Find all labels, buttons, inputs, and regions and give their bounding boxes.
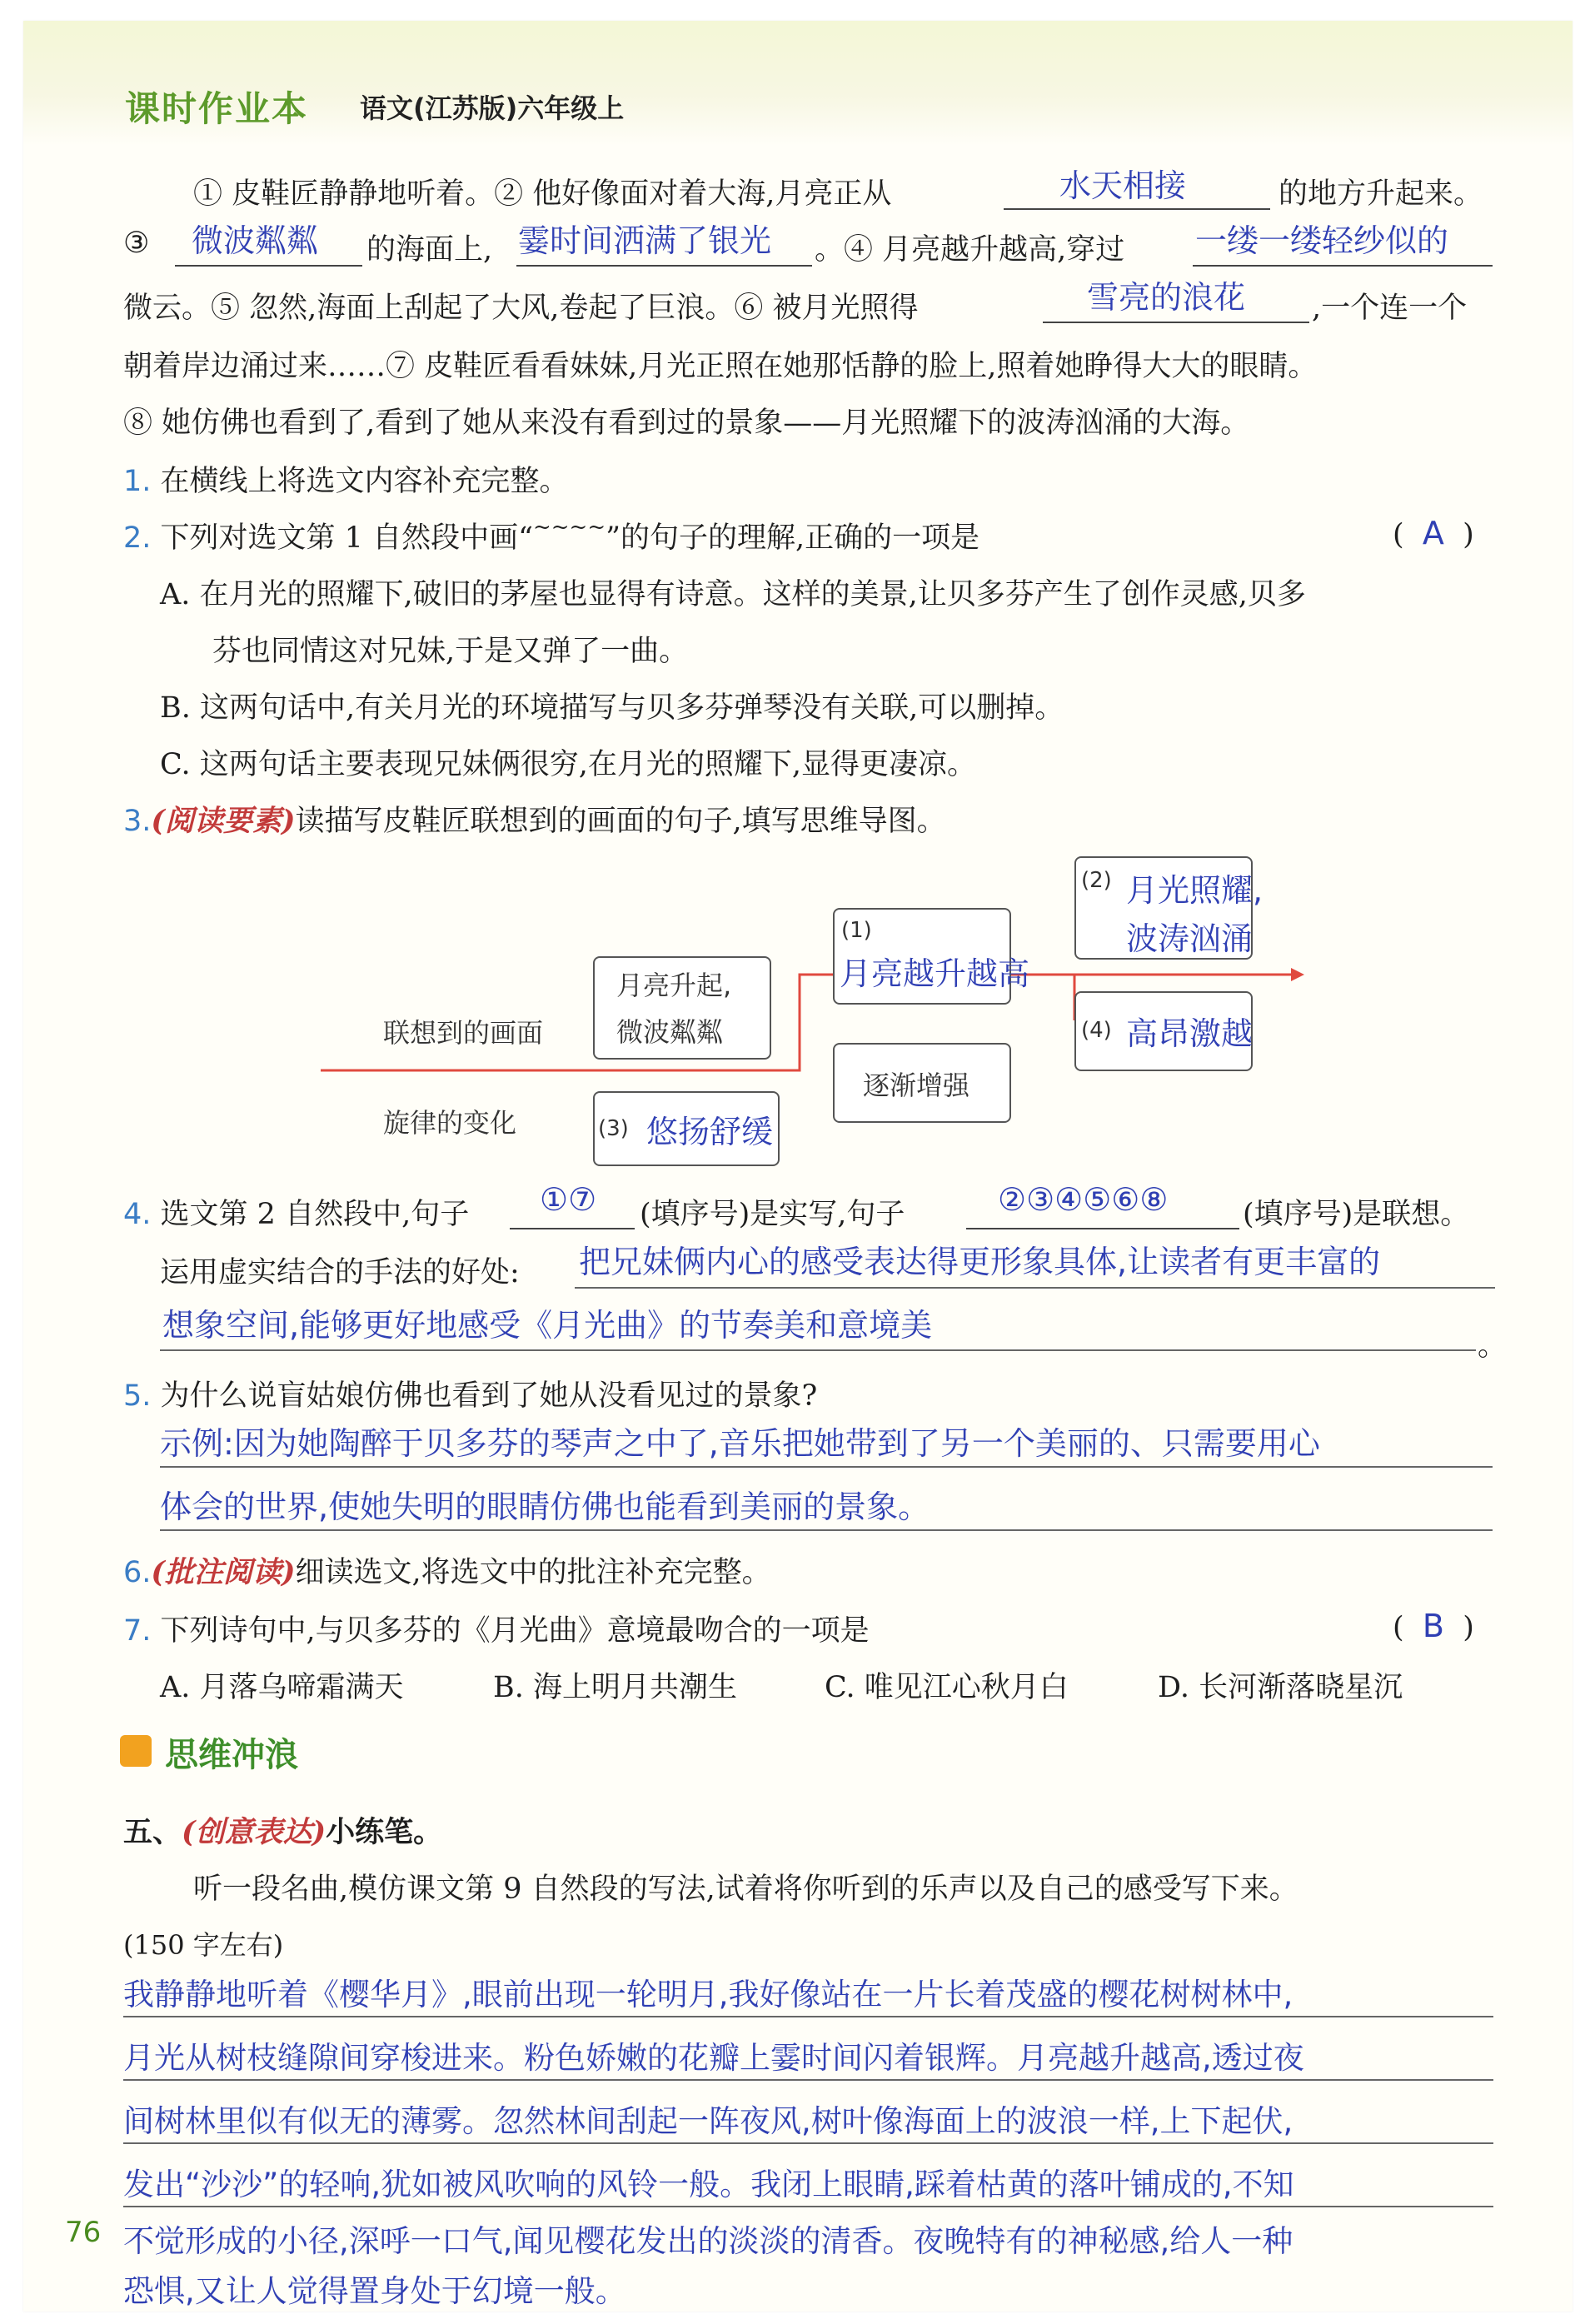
q4-blank-a bbox=[510, 1228, 635, 1229]
passage-line-1b: 的地方升起来。 bbox=[1278, 177, 1483, 211]
q7-option-a: A. 月落乌啼霜满天 bbox=[160, 1671, 404, 1704]
q3-text: 读描写皮鞋匠联想到的画面的句子,填写思维导图。 bbox=[295, 805, 946, 838]
mindmap-box-moonrise-line1: 月亮升起, bbox=[616, 970, 732, 1001]
mindmap-arrowhead bbox=[1291, 968, 1304, 981]
page-number: 76 bbox=[65, 2216, 102, 2249]
q1-text: 在横线上将选文内容补充完整。 bbox=[160, 465, 569, 498]
q6 bbox=[123, 1549, 771, 1591]
q4-answer-c1: 把兄妹俩内心的感受表达得更形象具体,让读者有更丰富的 bbox=[579, 1244, 1381, 1280]
q8-writing-line-2: 月光从树枝缝隙间穿梭进来。粉色娇嫩的花瓣上霎时间闪着银辉。月亮越升越高,透过夜 bbox=[123, 2040, 1304, 2076]
q2-option-a1: A. 在月光的照耀下,破旧的茅屋也显得有诗意。这样的美景,让贝多芬产生了创作灵感,贝多 bbox=[160, 578, 1306, 611]
passage-line-2b: 的海面上, bbox=[366, 233, 493, 267]
answer-2: 微波粼粼 bbox=[192, 222, 319, 259]
q8-prompt: 听一段名曲,模仿课文第 9 自然段的写法,试着将你听到的乐声以及自己的感受写下来。 bbox=[193, 1873, 1298, 1906]
q7-answer: B bbox=[1422, 1608, 1444, 1644]
mindmap-slot-1-number: (1) bbox=[841, 918, 872, 943]
q2-option-a2: 芬也同情这对兄妹,于是又弹了一曲。 bbox=[212, 635, 689, 668]
q4-answer-b: ②③④⑤⑥⑧ bbox=[998, 1181, 1169, 1218]
mindmap-box-moonrise-line2: 微波粼粼 bbox=[616, 1016, 724, 1048]
q2-answer: A bbox=[1422, 515, 1444, 551]
q8-word-limit: (150 字左右) bbox=[123, 1929, 284, 1961]
q4-rule-2 bbox=[160, 1349, 1476, 1351]
q4-text-b: (填序号)是实写,句子 bbox=[640, 1198, 905, 1231]
q8-writing-line-6: 恐惧,又让人觉得置身处于幻境一般。 bbox=[123, 2273, 626, 2309]
mindmap-label-scene: 联想到的画面 bbox=[383, 1017, 544, 1049]
brand-title: 课时作业本 bbox=[125, 88, 309, 129]
q8-rule-4 bbox=[123, 2206, 1493, 2207]
q5 bbox=[123, 1373, 817, 1414]
q4-number: 4. bbox=[123, 1198, 152, 1231]
q4-blank-b bbox=[966, 1228, 1239, 1229]
mindmap-slot-2-answer-1: 月光照耀, bbox=[1126, 872, 1264, 909]
q8-rule-1 bbox=[123, 2016, 1493, 2017]
q5-rule-1 bbox=[160, 1466, 1493, 1468]
answer-3: 霎时间洒满了银光 bbox=[518, 222, 772, 259]
q2-text-a: 下列对选文第 1 自然段中画“ bbox=[160, 521, 533, 555]
mindmap-slot-2-answer-2: 波涛汹涌 bbox=[1126, 920, 1254, 957]
q8-writing-line-5: 不觉形成的小径,深呼一口气,闻见樱花发出的淡淡的清香。夜晚特有的神秘感,给人一种 bbox=[123, 2223, 1293, 2259]
section-title: 思维冲浪 bbox=[165, 1736, 298, 1774]
q4-text-d: 运用虚实结合的手法的好处: bbox=[160, 1256, 520, 1289]
q8-number: 五、 bbox=[123, 1815, 182, 1849]
q2-wave-mark: ~~~~ bbox=[532, 515, 606, 540]
q5-number: 5. bbox=[123, 1379, 152, 1413]
q6-tag: (批注阅读) bbox=[151, 1555, 296, 1589]
q2-text-b: ”的句子的理解,正确的一项是 bbox=[606, 521, 980, 555]
mindmap-slot-3-answer: 悠扬舒缓 bbox=[646, 1114, 774, 1150]
mindmap-slot-4-number: (4) bbox=[1081, 1018, 1112, 1043]
q4-rule-1 bbox=[575, 1287, 1495, 1289]
passage-line-4: 朝着岸边涌过来……⑦ 皮鞋匠看看妹妹,月光正照在她那恬静的脸上,照着她睁得大大的眼睛。 bbox=[123, 350, 1318, 383]
mindmap-slot-3-number: (3) bbox=[598, 1116, 629, 1141]
q4-answer-a: ①⑦ bbox=[540, 1181, 597, 1218]
answer-4: 一缕一缕轻纱似的 bbox=[1195, 222, 1449, 259]
mindmap-label-melody: 旋律的变化 bbox=[383, 1107, 517, 1139]
q8-rule-3 bbox=[123, 2142, 1493, 2144]
q7-number: 7. bbox=[123, 1614, 152, 1648]
passage-line-2a: ③ bbox=[123, 227, 150, 260]
subject-title: 语文(江苏版)六年级上 bbox=[360, 92, 625, 124]
q8 bbox=[123, 1809, 442, 1851]
answer-1: 水天相接 bbox=[1059, 167, 1187, 204]
q5-answer-2: 体会的世界,使她失明的眼睛仿佛也能看到美丽的景象。 bbox=[160, 1489, 930, 1525]
q4-end-mark: 。 bbox=[1478, 1329, 1508, 1363]
q8-rule-2 bbox=[123, 2079, 1493, 2081]
wave-icon bbox=[120, 1735, 152, 1767]
q2-number: 2. bbox=[123, 521, 152, 555]
q5-answer-1: 示例:因为她陶醉于贝多芬的琴声之中了,音乐把她带到了另一个美丽的、只需要用心 bbox=[160, 1425, 1320, 1462]
q8-writing-line-1: 我静静地听着《樱华月》,眼前出现一轮明月,我好像站在一片长着茂盛的樱花树树林中, bbox=[123, 1977, 1293, 2012]
q8-writing-line-3: 间树林里似有似无的薄雾。忽然林间刮起一阵夜风,树叶像海面上的波浪一样,上下起伏, bbox=[123, 2103, 1293, 2139]
passage-line-2c: 。④ 月亮越升越高,穿过 bbox=[815, 233, 1125, 267]
passage-line-5: ⑧ 她仿佛也看到了,看到了她从来没有看到过的景象——月光照耀下的波涛汹涌的大海。 bbox=[123, 406, 1250, 440]
q7-option-d: D. 长河渐落晓星沉 bbox=[1158, 1671, 1403, 1704]
q7-text: 下列诗句中,与贝多芬的《月光曲》意境最吻合的一项是 bbox=[160, 1614, 870, 1648]
q7-option-c: C. 唯见江心秋月白 bbox=[825, 1671, 1069, 1704]
answer-5: 雪亮的浪花 bbox=[1087, 279, 1246, 316]
q4-text-a: 选文第 2 自然段中,句子 bbox=[160, 1198, 470, 1231]
q3-tag: (阅读要素) bbox=[151, 804, 296, 838]
passage-line-3b: ,一个连一个 bbox=[1312, 292, 1468, 325]
q8-writing-line-4: 发出“沙沙”的轻响,犹如被风吹响的风铃一般。我闭上眼睛,踩着枯黄的落叶铺成的,不知 bbox=[123, 2167, 1294, 2202]
mindmap-slot-1-answer: 月亮越升越高 bbox=[840, 955, 1030, 992]
q2-answer-bracket: ( A ) bbox=[1393, 515, 1474, 551]
q5-text: 为什么说盲姑娘仿佛也看到了她从没看见过的景象? bbox=[160, 1379, 818, 1413]
passage-line-3a: 微云。⑤ 忽然,海面上刮起了大风,卷起了巨浪。⑥ 被月光照得 bbox=[123, 292, 919, 325]
q7-answer-bracket: ( B ) bbox=[1393, 1608, 1474, 1644]
q4-text-c: (填序号)是联想。 bbox=[1243, 1198, 1470, 1231]
q6-text: 细读选文,将选文中的批注补充完整。 bbox=[295, 1556, 771, 1589]
mindmap-slot-2-number: (2) bbox=[1081, 868, 1112, 893]
passage-line-1a: ① 皮鞋匠静静地听着。② 他好像面对着大海,月亮正从 bbox=[193, 177, 892, 211]
q1-number: 1. bbox=[123, 465, 152, 498]
q5-rule-2 bbox=[160, 1529, 1493, 1531]
q7 bbox=[123, 1608, 870, 1649]
q8-text: 小练笔。 bbox=[326, 1815, 443, 1849]
q6-number: 6. bbox=[123, 1556, 152, 1589]
q4-answer-c2: 想象空间,能够更好地感受《月光曲》的节奏美和意境美 bbox=[162, 1307, 933, 1344]
q8-tag: (创意表达) bbox=[182, 1815, 326, 1849]
mindmap-slot-4-answer: 高昂激越 bbox=[1126, 1015, 1254, 1052]
q3-number: 3. bbox=[123, 805, 152, 838]
mindmap-box-crescendo-text: 逐渐增强 bbox=[863, 1070, 970, 1101]
q2-option-c: C. 这两句话主要表现兄妹俩很穷,在月光的照耀下,显得更凄凉。 bbox=[160, 748, 977, 781]
q4-line-1a bbox=[123, 1191, 469, 1233]
q2-option-b: B. 这两句话中,有关月光的环境描写与贝多芬弹琴没有关联,可以删掉。 bbox=[160, 691, 1064, 725]
q7-option-b: B. 海上明月共潮生 bbox=[493, 1671, 737, 1704]
